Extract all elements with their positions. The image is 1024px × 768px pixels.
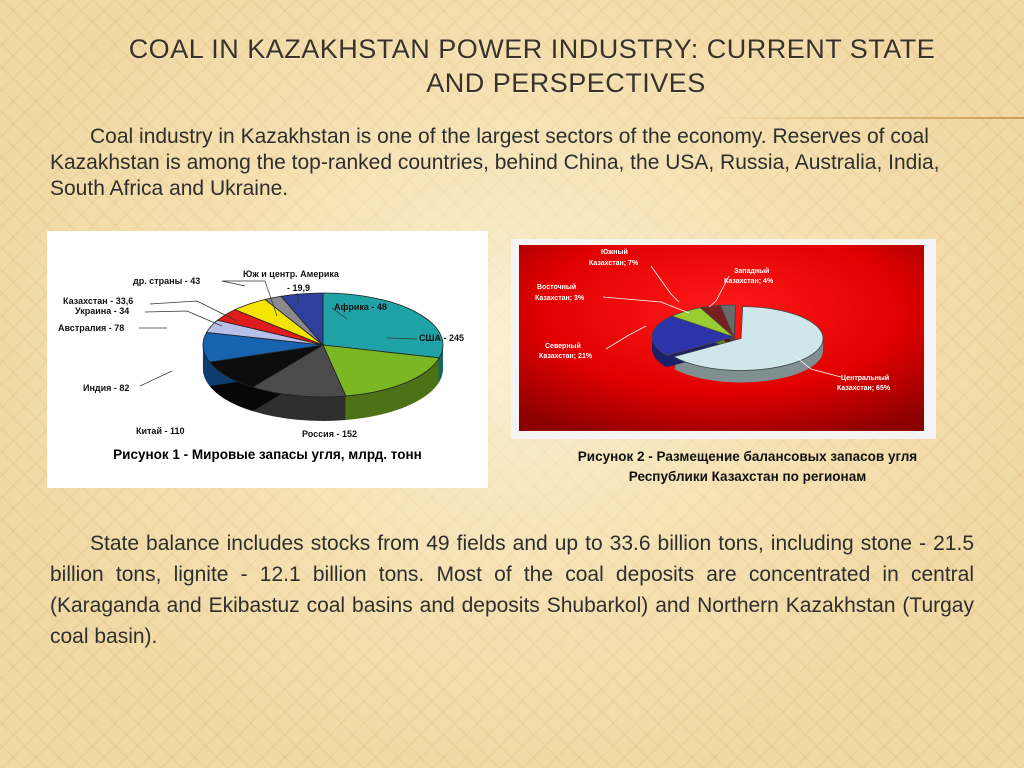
label-north-line2: Казахстан; 21% [539,353,593,360]
slide-title-line2: AND PERSPECTIVES [426,68,706,98]
label-south-line2: Казахстан; 7% [589,260,639,267]
slide-title-line1: COAL IN KAZAKHSTAN POWER INDUSTRY: CURRENT STATE [128,34,936,64]
intro-paragraph: Coal industry in Kazakhstan is one of the largest sectors of the economy. Reserves of coal Kazakhstan is among the top-ranked countries, behind China, the USA, Russia, Australia, India, South Africa and Ukraine. [50,125,940,200]
label-west-line1: Западный [734,268,770,275]
label-north-line1: Северный [545,343,581,350]
state-balance-paragraph: State balance includes stocks from 49 fields and up to 33.6 billion tons, including stone - 21.5 billion tons, lignite - 12.1 billion tons. Most of the coal deposits are concentrated in central (Karaganda and Ekibastuz coal basins and deposits Shubarkol) and Northern Kazakhstan (Turgay coal basin). [50,532,974,648]
figure2-caption [511,447,984,487]
label-central-line1: Центральный [841,375,890,382]
figure1-caption: Рисунок 1 - Мировые запасы угля, млрд. тонн [113,447,422,462]
label-australia: Австралия - 78 [58,323,125,333]
label-other-countries: др. страны - 43 [133,276,201,286]
label-south-central-america-value: - 19,9 [287,283,311,293]
label-usa: США - 245 [419,333,465,343]
label-south-line1: Южный [601,249,628,256]
leader-india [140,371,172,386]
figure2-panel [511,239,936,439]
label-russia: Россия - 152 [302,429,357,439]
label-east-line2: Казахстан; 3% [535,295,585,302]
title-divider [700,117,1024,119]
label-south-central-america: Юж и центр. Америка [243,269,339,279]
label-central-line2: Казахстан; 65% [837,385,891,392]
figure2-caption-line2: Республики Казахстан по регионам [628,469,867,484]
label-africa: Африка - 48 [334,302,387,312]
figure2-caption-line1: Рисунок 2 - Размещение балансовых запасов угля [577,449,918,464]
label-ukraine: Украина - 34 [75,306,130,316]
slide-title [60,32,1004,100]
label-west-line2: Казахстан; 4% [724,278,774,285]
label-east-line1: Восточный [537,284,577,291]
leader-ukraine [145,311,222,326]
figure2-pie-chart [511,239,936,439]
label-china: Китай - 110 [136,426,185,436]
label-india: Индия - 82 [83,383,130,393]
label-kazakhstan: Казахстан - 33,6 [63,296,134,306]
